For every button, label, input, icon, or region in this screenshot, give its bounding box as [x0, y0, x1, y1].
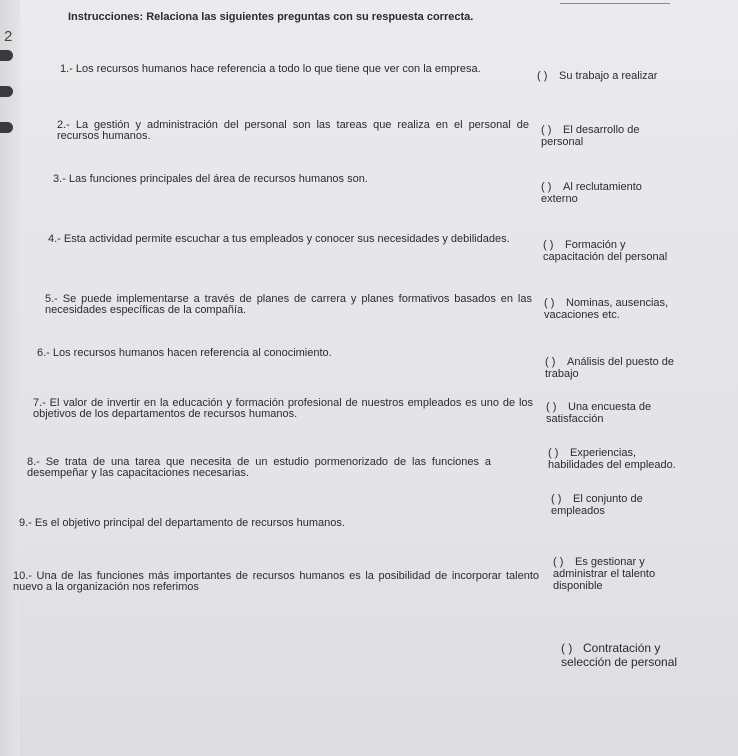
header-rule	[560, 3, 670, 4]
question-7: 7.- El valor de invertir en la educación y formación profesional de nuestros empleados es uno de los objetivos de los departamentos de recursos humanos.	[33, 397, 533, 420]
answer-option: ( ) Análisis del puesto de trabajo	[545, 356, 675, 380]
answer-blank[interactable]: ( )	[546, 401, 557, 413]
answer-option: ( ) Nominas, ausencias, vacaciones etc.	[544, 297, 669, 321]
answer-blank[interactable]: ( )	[551, 493, 562, 505]
answer-blank[interactable]: ( )	[561, 641, 573, 655]
instructions: Instrucciones: Relaciona las siguientes preguntas con su respuesta correcta.	[68, 11, 474, 23]
answer-option: ( ) El conjunto de empleados	[551, 493, 643, 517]
question-6: 6.- Los recursos humanos hacen referencia al conocimiento.	[37, 347, 332, 359]
question-10: 10.- Una de las funciones más importantes de recursos humanos es la posibilidad de incorporar talento nuevo a la organización nos referimos	[13, 570, 539, 593]
answer-blank[interactable]: ( )	[541, 124, 552, 136]
answer-option: ( ) Al reclutamiento externo	[541, 181, 642, 205]
binder-edge	[0, 0, 20, 756]
answer-blank[interactable]: ( )	[541, 181, 552, 193]
binder-hole	[0, 86, 13, 97]
answer-blank[interactable]: ( )	[553, 556, 564, 568]
answer-option: ( ) Una encuesta de satisfacción	[546, 401, 652, 425]
question-1: 1.- Los recursos humanos hace referencia a todo lo que tiene que ver con la empresa.	[60, 63, 481, 75]
answer-option: ( ) Su trabajo a realizar	[537, 70, 658, 82]
answer-blank[interactable]: ( )	[543, 239, 554, 251]
question-9: 9.- Es el objetivo principal del departamento de recursos humanos.	[19, 517, 345, 529]
answer-option: ( ) Formación y capacitación del personal	[543, 239, 668, 263]
binder-hole	[0, 50, 13, 61]
binder-hole	[0, 122, 13, 133]
question-8: 8.- Se trata de una tarea que necesita de un estudio pormenorizado de las funciones a desempeñar y las capacitaciones necesarias.	[27, 456, 491, 479]
answer-option: ( ) El desarrollo de personal	[541, 124, 640, 148]
answer-blank[interactable]: ( )	[545, 356, 556, 368]
answer-option: ( ) Es gestionar y administrar el talento disponible	[553, 556, 656, 592]
page-marker: 2	[4, 28, 13, 45]
answer-blank[interactable]: ( )	[548, 447, 559, 459]
question-4: 4.- Esta actividad permite escuchar a tus empleados y conocer sus necesidades y debilidades.	[48, 233, 510, 245]
question-5: 5.- Se puede implementarse a través de planes de carrera y planes formativos basados en las necesidades específicas de la compañía.	[45, 293, 532, 316]
answer-blank[interactable]: ( )	[537, 70, 548, 82]
answer-blank[interactable]: ( )	[544, 297, 555, 309]
answer-option: ( ) Experiencias, habilidades del empleado.	[548, 447, 676, 471]
answer-option: ( ) Contratación y selección de personal	[561, 641, 678, 669]
question-3: 3.- Las funciones principales del área de recursos humanos son.	[53, 173, 368, 185]
question-2: 2.- La gestión y administración del personal son las tareas que realiza en el personal de recursos humanos.	[57, 119, 529, 142]
